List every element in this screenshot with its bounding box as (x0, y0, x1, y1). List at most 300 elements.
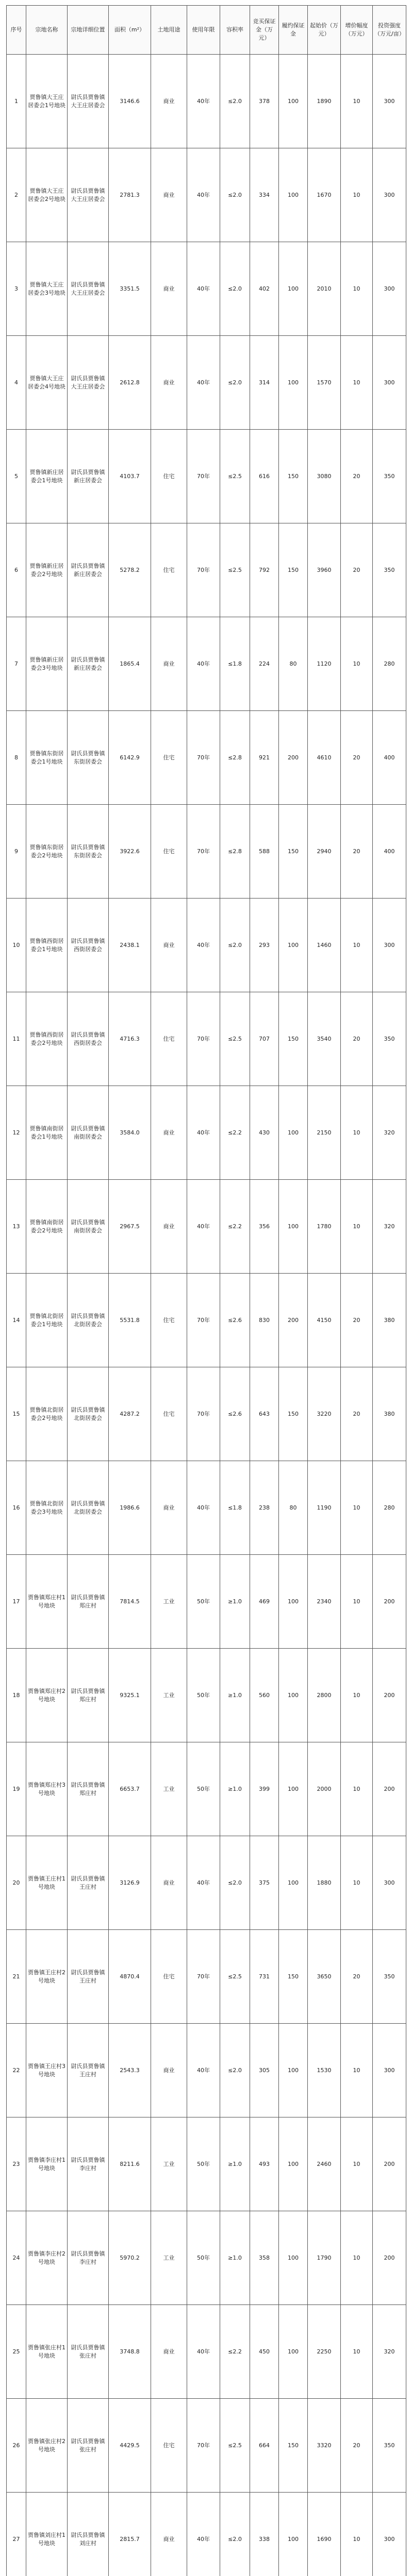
cell-name: 贾鲁镇刘庄村1号地块 (26, 2493, 68, 2576)
cell-invest: 350 (373, 992, 406, 1086)
cell-step: 20 (341, 1274, 373, 1367)
cell-price: 2460 (308, 2117, 341, 2211)
cell-no: 19 (7, 1742, 26, 1836)
cell-bond: 150 (279, 1930, 308, 2024)
cell-no: 16 (7, 1461, 26, 1555)
cell-use: 商业 (151, 148, 187, 242)
cell-years: 70年 (187, 711, 220, 805)
cell-price: 3220 (308, 1367, 341, 1461)
cell-area: 5970.2 (109, 2211, 151, 2305)
cell-area: 6142.9 (109, 711, 151, 805)
table-row (7, 523, 406, 617)
cell-no: 23 (7, 2117, 26, 2211)
cell-invest: 350 (373, 2399, 406, 2493)
cell-price: 2010 (308, 242, 341, 336)
cell-area: 6653.7 (109, 1742, 151, 1836)
cell-location: 尉氏县贾鲁镇大王庄居委会 (68, 336, 109, 430)
cell-deposit: 493 (250, 2117, 279, 2211)
cell-bond: 100 (279, 242, 308, 336)
cell-years: 70年 (187, 2399, 220, 2493)
header-far: 容积率 (220, 6, 250, 55)
cell-far: ≤2.6 (220, 1367, 250, 1461)
cell-bond: 150 (279, 805, 308, 899)
cell-far: ≤2.2 (220, 1180, 250, 1274)
cell-bond: 100 (279, 1836, 308, 1930)
cell-location: 尉氏县贾鲁镇王庄村 (68, 1930, 109, 2024)
header-invest: 投资强度（万元/亩） (373, 6, 406, 55)
cell-years: 50年 (187, 1555, 220, 1649)
cell-step: 20 (341, 523, 373, 617)
cell-years: 70年 (187, 992, 220, 1086)
cell-step: 20 (341, 1930, 373, 2024)
table-row (7, 1836, 406, 1930)
cell-years: 50年 (187, 1742, 220, 1836)
cell-step: 10 (341, 1180, 373, 1274)
cell-use: 工业 (151, 2117, 187, 2211)
cell-use: 住宅 (151, 711, 187, 805)
cell-step: 10 (341, 1555, 373, 1649)
header-name: 宗地名称 (26, 6, 68, 55)
cell-use: 商业 (151, 1836, 187, 1930)
cell-years: 50年 (187, 1649, 220, 1742)
cell-invest: 300 (373, 55, 406, 148)
cell-use: 商业 (151, 242, 187, 336)
table-row (7, 805, 406, 899)
cell-deposit: 830 (250, 1274, 279, 1367)
cell-name: 贾鲁镇北街居委会3号地块 (26, 1461, 68, 1555)
cell-no: 12 (7, 1086, 26, 1180)
cell-location: 尉氏县贾鲁镇北街居委会 (68, 1367, 109, 1461)
cell-far: ≥1.0 (220, 2117, 250, 2211)
table-row (7, 617, 406, 711)
table-row (7, 1461, 406, 1555)
cell-invest: 300 (373, 148, 406, 242)
cell-far: ≤2.0 (220, 148, 250, 242)
cell-use: 住宅 (151, 2399, 187, 2493)
cell-bond: 80 (279, 1461, 308, 1555)
cell-location: 尉氏县贾鲁镇李庄村 (68, 2117, 109, 2211)
cell-step: 20 (341, 805, 373, 899)
cell-step: 20 (341, 711, 373, 805)
cell-years: 40年 (187, 2493, 220, 2576)
cell-step: 20 (341, 992, 373, 1086)
cell-years: 40年 (187, 1086, 220, 1180)
cell-no: 22 (7, 2024, 26, 2117)
cell-far: ≤2.0 (220, 2024, 250, 2117)
table-row (7, 899, 406, 992)
cell-invest: 380 (373, 1274, 406, 1367)
cell-step: 10 (341, 148, 373, 242)
table-row (7, 711, 406, 805)
cell-name: 贾鲁镇李庄村2号地块 (26, 2211, 68, 2305)
cell-price: 2150 (308, 1086, 341, 1180)
cell-name: 贾鲁镇东街居委会2号地块 (26, 805, 68, 899)
cell-step: 20 (341, 1367, 373, 1461)
cell-step: 10 (341, 2117, 373, 2211)
cell-price: 2250 (308, 2305, 341, 2399)
cell-deposit: 616 (250, 430, 279, 523)
cell-bond: 80 (279, 617, 308, 711)
cell-no: 17 (7, 1555, 26, 1649)
cell-invest: 300 (373, 2493, 406, 2576)
cell-bond: 100 (279, 2493, 308, 2576)
header-no: 序号 (7, 6, 26, 55)
cell-invest: 320 (373, 2305, 406, 2399)
cell-years: 70年 (187, 430, 220, 523)
cell-no: 14 (7, 1274, 26, 1367)
cell-bond: 100 (279, 1555, 308, 1649)
cell-invest: 300 (373, 242, 406, 336)
cell-area: 7814.5 (109, 1555, 151, 1649)
cell-area: 5531.8 (109, 1274, 151, 1367)
cell-bond: 150 (279, 992, 308, 1086)
cell-far: ≤2.5 (220, 1930, 250, 2024)
cell-years: 40年 (187, 2024, 220, 2117)
cell-no: 3 (7, 242, 26, 336)
cell-location: 尉氏县贾鲁镇东街居委会 (68, 711, 109, 805)
cell-years: 40年 (187, 336, 220, 430)
cell-use: 商业 (151, 55, 187, 148)
cell-price: 3080 (308, 430, 341, 523)
cell-name: 贾鲁镇新庄居委会2号地块 (26, 523, 68, 617)
cell-no: 9 (7, 805, 26, 899)
cell-years: 40年 (187, 1180, 220, 1274)
cell-use: 商业 (151, 1461, 187, 1555)
cell-location: 尉氏县贾鲁镇北街居委会 (68, 1461, 109, 1555)
cell-use: 工业 (151, 1555, 187, 1649)
cell-years: 70年 (187, 1274, 220, 1367)
cell-deposit: 664 (250, 2399, 279, 2493)
cell-price: 1670 (308, 148, 341, 242)
cell-name: 贾鲁镇北街居委会1号地块 (26, 1274, 68, 1367)
cell-location: 尉氏县贾鲁镇张庄村 (68, 2399, 109, 2493)
cell-area: 1865.4 (109, 617, 151, 711)
cell-far: ≤1.8 (220, 617, 250, 711)
cell-use: 商业 (151, 617, 187, 711)
table-row (7, 1742, 406, 1836)
cell-deposit: 402 (250, 242, 279, 336)
cell-location: 尉氏县贾鲁镇大王庄居委会 (68, 55, 109, 148)
cell-no: 1 (7, 55, 26, 148)
cell-bond: 100 (279, 1649, 308, 1742)
cell-area: 2612.8 (109, 336, 151, 430)
land-parcel-table (6, 5, 406, 2576)
cell-far: ≤2.0 (220, 336, 250, 430)
cell-location: 尉氏县贾鲁镇新庄居委会 (68, 617, 109, 711)
table-row (7, 55, 406, 148)
cell-price: 1190 (308, 1461, 341, 1555)
cell-far: ≤2.0 (220, 1836, 250, 1930)
cell-name: 贾鲁镇郑庄村1号地块 (26, 1555, 68, 1649)
header-years: 使用年限 (187, 6, 220, 55)
table-row (7, 1930, 406, 2024)
cell-step: 10 (341, 2305, 373, 2399)
cell-location: 尉氏县贾鲁镇大王庄居委会 (68, 242, 109, 336)
cell-price: 1120 (308, 617, 341, 711)
cell-price: 3960 (308, 523, 341, 617)
cell-bond: 100 (279, 2211, 308, 2305)
cell-invest: 400 (373, 805, 406, 899)
cell-deposit: 450 (250, 2305, 279, 2399)
cell-deposit: 399 (250, 1742, 279, 1836)
cell-use: 住宅 (151, 523, 187, 617)
cell-invest: 200 (373, 1555, 406, 1649)
cell-area: 8211.6 (109, 2117, 151, 2211)
cell-deposit: 560 (250, 1649, 279, 1742)
cell-area: 5278.2 (109, 523, 151, 617)
cell-bond: 150 (279, 1367, 308, 1461)
header-bond: 履约保证金 (279, 6, 308, 55)
cell-no: 25 (7, 2305, 26, 2399)
cell-name: 贾鲁镇南街居委会1号地块 (26, 1086, 68, 1180)
cell-deposit: 224 (250, 617, 279, 711)
cell-deposit: 293 (250, 899, 279, 992)
cell-bond: 100 (279, 148, 308, 242)
cell-price: 1890 (308, 55, 341, 148)
cell-use: 工业 (151, 1742, 187, 1836)
cell-years: 70年 (187, 1930, 220, 2024)
cell-far: ≤2.5 (220, 523, 250, 617)
cell-deposit: 731 (250, 1930, 279, 2024)
cell-invest: 300 (373, 899, 406, 992)
cell-area: 1986.6 (109, 1461, 151, 1555)
cell-invest: 380 (373, 1367, 406, 1461)
cell-far: ≤1.8 (220, 1461, 250, 1555)
cell-bond: 150 (279, 2399, 308, 2493)
cell-step: 10 (341, 899, 373, 992)
cell-name: 贾鲁镇大王庄居委会2号地块 (26, 148, 68, 242)
cell-use: 商业 (151, 336, 187, 430)
cell-far: ≤2.2 (220, 2305, 250, 2399)
cell-no: 18 (7, 1649, 26, 1742)
cell-price: 2940 (308, 805, 341, 899)
cell-far: ≤2.0 (220, 242, 250, 336)
table-row (7, 1274, 406, 1367)
cell-name: 贾鲁镇王庄村2号地块 (26, 1930, 68, 2024)
cell-no: 4 (7, 336, 26, 430)
cell-far: ≤2.5 (220, 2399, 250, 2493)
cell-area: 3351.5 (109, 242, 151, 336)
cell-bond: 100 (279, 1742, 308, 1836)
cell-use: 住宅 (151, 992, 187, 1086)
cell-step: 10 (341, 336, 373, 430)
cell-location: 尉氏县贾鲁镇王庄村 (68, 1836, 109, 1930)
cell-price: 3650 (308, 1930, 341, 2024)
cell-bond: 100 (279, 336, 308, 430)
cell-location: 尉氏县贾鲁镇郑庄村 (68, 1649, 109, 1742)
cell-years: 50年 (187, 2117, 220, 2211)
cell-bond: 100 (279, 899, 308, 992)
cell-area: 3922.6 (109, 805, 151, 899)
cell-no: 24 (7, 2211, 26, 2305)
cell-name: 贾鲁镇王庄村3号地块 (26, 2024, 68, 2117)
table-row (7, 336, 406, 430)
header-price: 起始价（万元） (308, 6, 341, 55)
cell-price: 3320 (308, 2399, 341, 2493)
cell-area: 4103.7 (109, 430, 151, 523)
table-body (7, 55, 406, 2576)
cell-bond: 100 (279, 2024, 308, 2117)
cell-invest: 300 (373, 1836, 406, 1930)
cell-location: 尉氏县贾鲁镇西街居委会 (68, 992, 109, 1086)
cell-price: 1780 (308, 1180, 341, 1274)
cell-invest: 400 (373, 711, 406, 805)
cell-step: 10 (341, 617, 373, 711)
cell-far: ≥1.0 (220, 2211, 250, 2305)
cell-area: 3146.6 (109, 55, 151, 148)
cell-step: 10 (341, 1086, 373, 1180)
table-row (7, 1649, 406, 1742)
cell-area: 9325.1 (109, 1649, 151, 1742)
cell-area: 3748.8 (109, 2305, 151, 2399)
cell-price: 2800 (308, 1649, 341, 1742)
cell-invest: 350 (373, 430, 406, 523)
cell-far: ≤2.8 (220, 805, 250, 899)
table-row (7, 148, 406, 242)
cell-bond: 200 (279, 1274, 308, 1367)
cell-no: 10 (7, 899, 26, 992)
cell-location: 尉氏县贾鲁镇王庄村 (68, 2024, 109, 2117)
cell-name: 贾鲁镇新庄居委会1号地块 (26, 430, 68, 523)
cell-no: 8 (7, 711, 26, 805)
cell-location: 尉氏县贾鲁镇大王庄居委会 (68, 148, 109, 242)
header-deposit: 竞买保证金（万元） (250, 6, 279, 55)
cell-deposit: 338 (250, 2493, 279, 2576)
table-row (7, 1180, 406, 1274)
cell-deposit: 238 (250, 1461, 279, 1555)
cell-name: 贾鲁镇李庄村1号地块 (26, 2117, 68, 2211)
cell-no: 15 (7, 1367, 26, 1461)
cell-far: ≤2.0 (220, 55, 250, 148)
table-row (7, 430, 406, 523)
cell-location: 尉氏县贾鲁镇南街居委会 (68, 1180, 109, 1274)
cell-invest: 350 (373, 523, 406, 617)
table-header-row (7, 6, 406, 55)
cell-years: 40年 (187, 1836, 220, 1930)
cell-location: 尉氏县贾鲁镇刘庄村 (68, 2493, 109, 2576)
cell-bond: 100 (279, 1086, 308, 1180)
cell-invest: 300 (373, 2024, 406, 2117)
table-row (7, 2211, 406, 2305)
cell-area: 2438.1 (109, 899, 151, 992)
cell-use: 商业 (151, 2305, 187, 2399)
cell-price: 2000 (308, 1742, 341, 1836)
cell-invest: 200 (373, 1742, 406, 1836)
cell-price: 1690 (308, 2493, 341, 2576)
cell-deposit: 430 (250, 1086, 279, 1180)
cell-name: 贾鲁镇西街居委会2号地块 (26, 992, 68, 1086)
cell-no: 20 (7, 1836, 26, 1930)
cell-area: 4429.5 (109, 2399, 151, 2493)
cell-deposit: 588 (250, 805, 279, 899)
cell-location: 尉氏县贾鲁镇西街居委会 (68, 899, 109, 992)
cell-years: 70年 (187, 805, 220, 899)
cell-far: ≤2.5 (220, 430, 250, 523)
cell-no: 26 (7, 2399, 26, 2493)
cell-name: 贾鲁镇王庄村1号地块 (26, 1836, 68, 1930)
cell-area: 2815.7 (109, 2493, 151, 2576)
cell-name: 贾鲁镇张庄村1号地块 (26, 2305, 68, 2399)
table-row (7, 2493, 406, 2576)
table-row (7, 1555, 406, 1649)
cell-years: 40年 (187, 617, 220, 711)
cell-bond: 100 (279, 2305, 308, 2399)
cell-area: 2543.3 (109, 2024, 151, 2117)
cell-invest: 320 (373, 1180, 406, 1274)
cell-years: 70年 (187, 523, 220, 617)
cell-use: 住宅 (151, 1367, 187, 1461)
cell-deposit: 334 (250, 148, 279, 242)
cell-use: 住宅 (151, 805, 187, 899)
cell-no: 6 (7, 523, 26, 617)
table-row (7, 2399, 406, 2493)
cell-deposit: 707 (250, 992, 279, 1086)
cell-bond: 150 (279, 430, 308, 523)
cell-name: 贾鲁镇郑庄村2号地块 (26, 1649, 68, 1742)
cell-location: 尉氏县贾鲁镇张庄村 (68, 2305, 109, 2399)
cell-area: 2967.5 (109, 1180, 151, 1274)
cell-deposit: 378 (250, 55, 279, 148)
cell-deposit: 643 (250, 1367, 279, 1461)
cell-name: 贾鲁镇张庄村2号地块 (26, 2399, 68, 2493)
cell-bond: 100 (279, 2117, 308, 2211)
cell-deposit: 469 (250, 1555, 279, 1649)
cell-invest: 200 (373, 2211, 406, 2305)
cell-name: 贾鲁镇南街居委会2号地块 (26, 1180, 68, 1274)
cell-location: 尉氏县贾鲁镇东街居委会 (68, 805, 109, 899)
cell-name: 贾鲁镇郑庄村3号地块 (26, 1742, 68, 1836)
cell-deposit: 356 (250, 1180, 279, 1274)
cell-far: ≤2.6 (220, 1274, 250, 1367)
cell-use: 商业 (151, 1180, 187, 1274)
cell-no: 11 (7, 992, 26, 1086)
cell-deposit: 305 (250, 2024, 279, 2117)
cell-step: 10 (341, 1742, 373, 1836)
cell-years: 70年 (187, 1367, 220, 1461)
cell-use: 商业 (151, 1086, 187, 1180)
table-row (7, 2024, 406, 2117)
cell-step: 20 (341, 2399, 373, 2493)
cell-price: 1790 (308, 2211, 341, 2305)
cell-use: 商业 (151, 2493, 187, 2576)
cell-no: 13 (7, 1180, 26, 1274)
cell-years: 40年 (187, 55, 220, 148)
cell-name: 贾鲁镇新庄居委会3号地块 (26, 617, 68, 711)
cell-far: ≥1.0 (220, 1742, 250, 1836)
cell-bond: 200 (279, 711, 308, 805)
cell-use: 工业 (151, 1649, 187, 1742)
cell-bond: 100 (279, 1180, 308, 1274)
cell-use: 工业 (151, 2211, 187, 2305)
cell-deposit: 314 (250, 336, 279, 430)
cell-area: 3584.0 (109, 1086, 151, 1180)
table-row (7, 1086, 406, 1180)
cell-invest: 200 (373, 2117, 406, 2211)
header-step: 增价幅度（万元） (341, 6, 373, 55)
cell-price: 1530 (308, 2024, 341, 2117)
cell-price: 4610 (308, 711, 341, 805)
cell-years: 40年 (187, 148, 220, 242)
cell-far: ≥1.0 (220, 1649, 250, 1742)
cell-step: 10 (341, 2211, 373, 2305)
cell-bond: 150 (279, 523, 308, 617)
cell-step: 10 (341, 2024, 373, 2117)
cell-name: 贾鲁镇大王庄居委会1号地块 (26, 55, 68, 148)
cell-location: 尉氏县贾鲁镇郑庄村 (68, 1555, 109, 1649)
cell-area: 4287.2 (109, 1367, 151, 1461)
cell-location: 尉氏县贾鲁镇新庄居委会 (68, 523, 109, 617)
cell-name: 贾鲁镇大王庄居委会4号地块 (26, 336, 68, 430)
